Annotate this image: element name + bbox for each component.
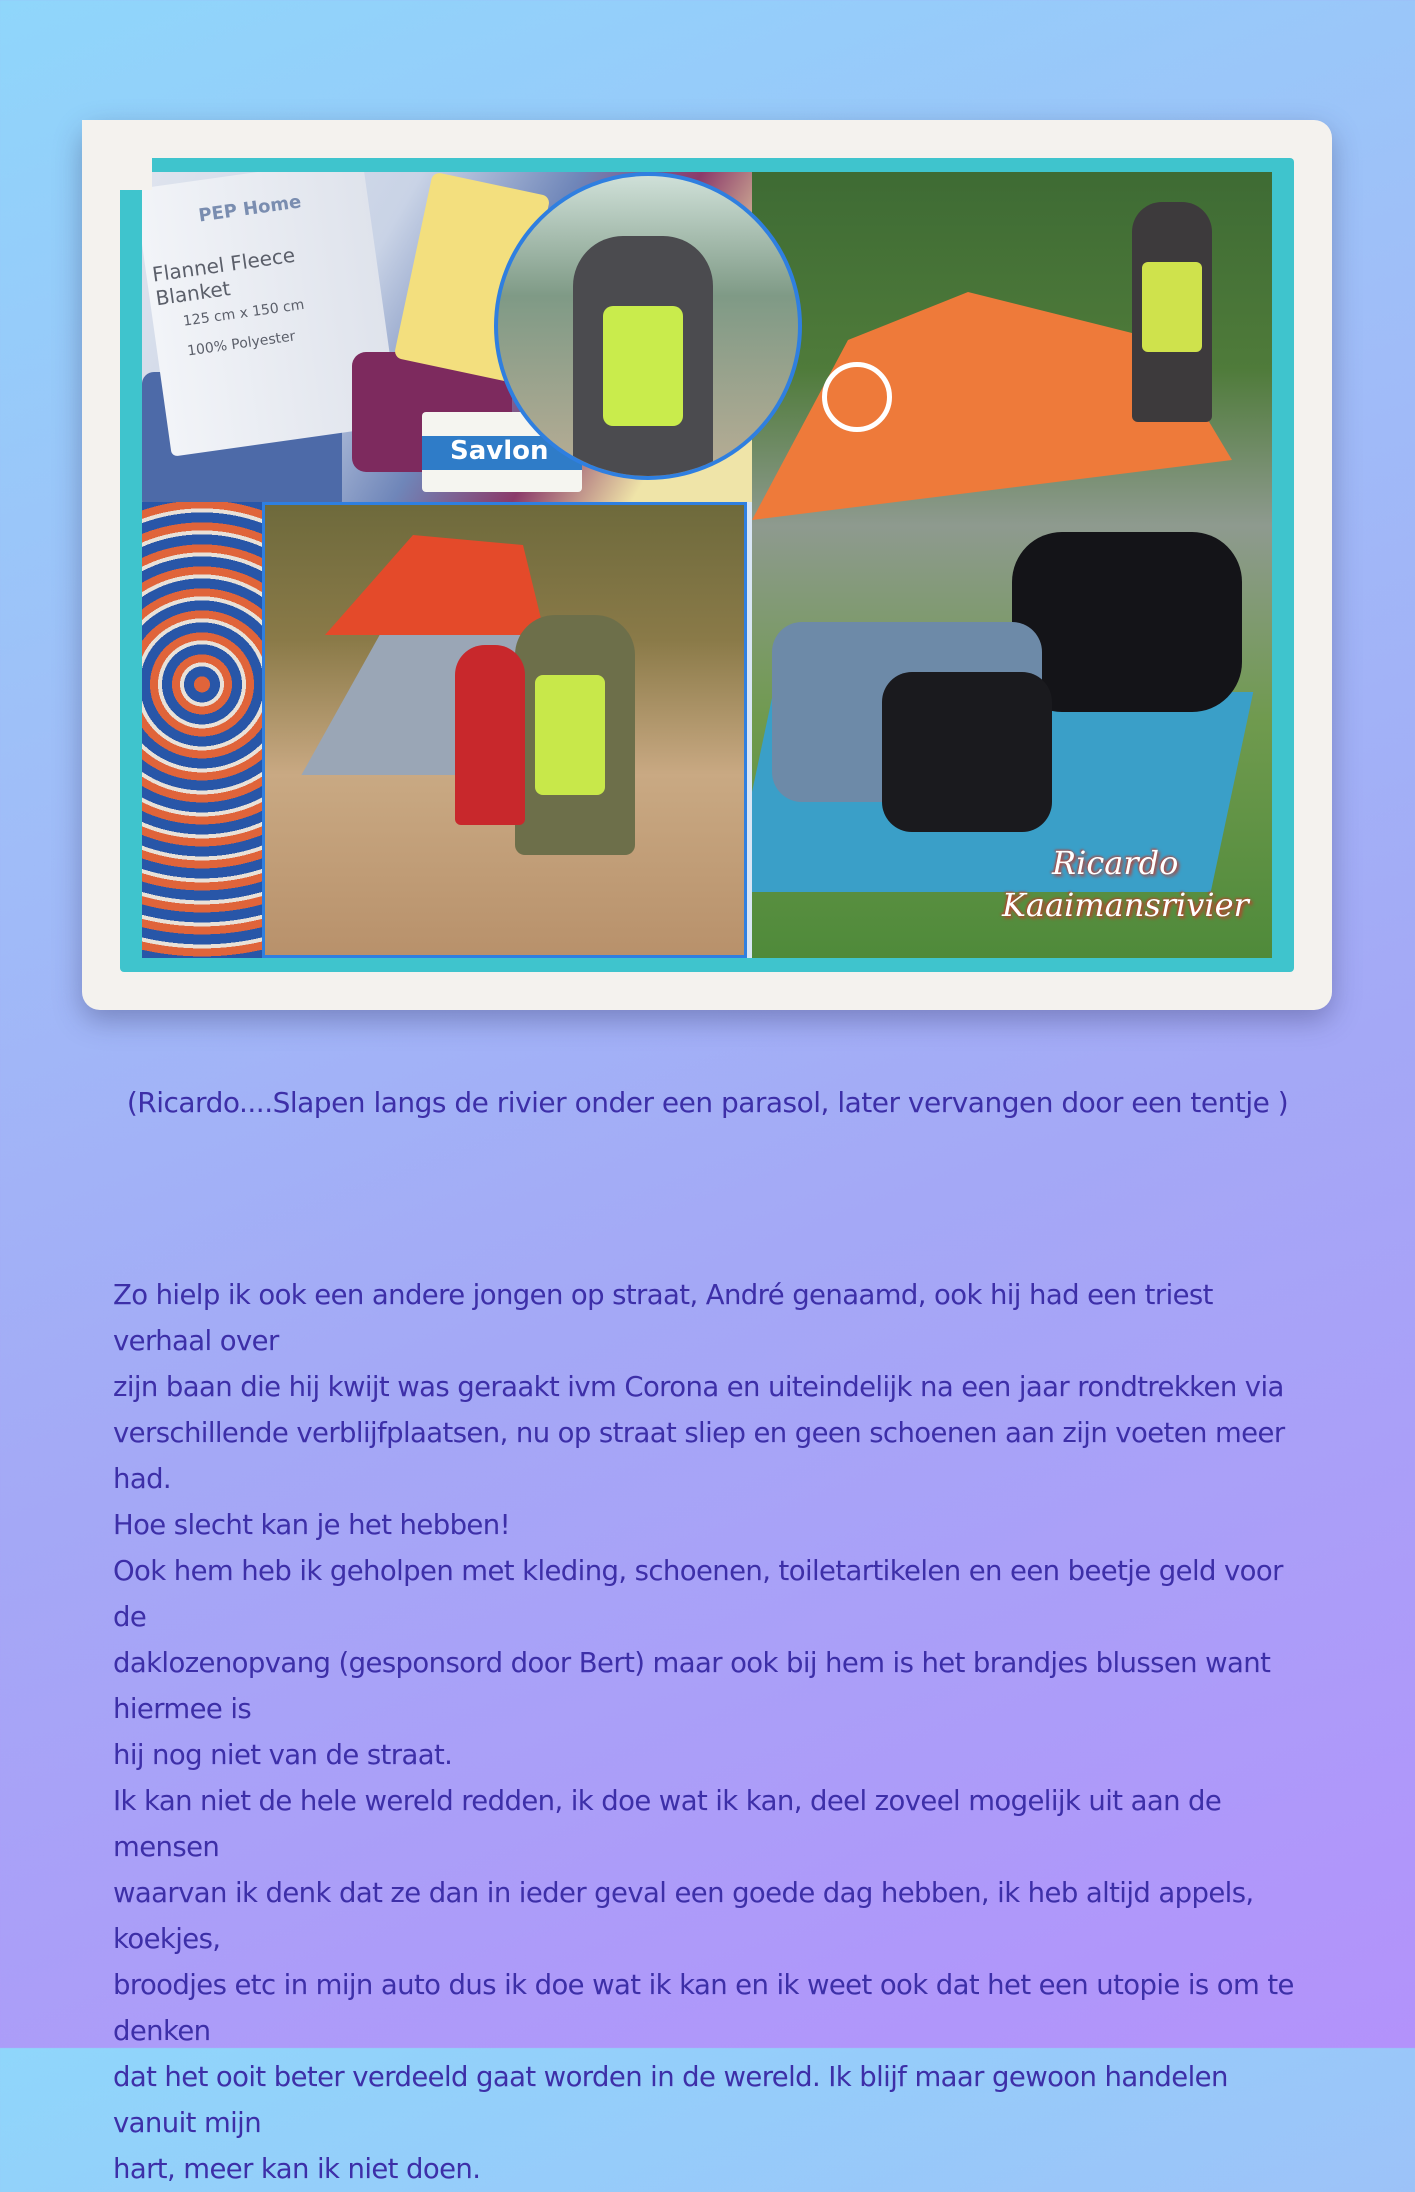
overlay-place: Kaaimansrivier xyxy=(1002,886,1249,924)
body-text xyxy=(113,1272,1313,2192)
blanket-material: 100% Polyester xyxy=(186,328,297,360)
umbrella-photo xyxy=(752,172,1272,958)
child xyxy=(455,645,525,825)
copyright-logo-icon xyxy=(822,362,892,432)
overlay-name: Ricardo xyxy=(1052,844,1179,882)
photo-collage xyxy=(142,172,1272,958)
man-in-vest xyxy=(515,615,635,855)
text-line: hij nog niet van de straat. xyxy=(113,1739,453,1771)
soap-label: Savlon xyxy=(450,436,549,466)
blanket-brand: PEP Home xyxy=(197,191,303,227)
safety-vest xyxy=(1142,262,1202,352)
tent-photo xyxy=(262,502,747,958)
blanket-label: Flannel Fleece Blanket xyxy=(150,242,297,311)
photo-caption: (Ricardo....Slapen langs de rivier onder een parasol, later vervangen door een tentje ) xyxy=(126,1086,1289,1119)
text-line: zijn baan die hij kwijt was geraakt ivm Corona en uiteindelijk na een jaar rondtrekken via xyxy=(113,1371,1284,1403)
text-line: Zo hielp ik ook een andere jongen op straat, André genaamd, ook hij had een triest verhaal over xyxy=(113,1279,1213,1357)
man-with-bag xyxy=(1132,202,1212,422)
text-line: dat het ooit beter verdeeld gaat worden in de wereld. Ik blijf maar gewoon handelen vanuit mijn xyxy=(113,2061,1228,2139)
fabric-photo xyxy=(142,502,262,958)
man-waving xyxy=(573,236,713,476)
text-line: Hoe slecht kan je het hebben! xyxy=(113,1509,510,1541)
text-line: daklozenopvang (gesponsord door Bert) maar ook bij hem is het brandjes blussen want hiermee is xyxy=(113,1647,1271,1725)
text-line: Ik kan niet de hele wereld redden, ik doe wat ik kan, deel zoveel mogelijk uit aan de mensen xyxy=(113,1785,1222,1863)
blanket-size: 125 cm x 150 cm xyxy=(182,296,306,330)
circle-portrait xyxy=(494,172,802,480)
photo-mat xyxy=(120,158,1294,972)
safety-vest xyxy=(535,675,605,795)
text-line: verschillende verblijfplaatsen, nu op straat sliep en geen schoenen aan zijn voeten meer had. xyxy=(113,1417,1285,1495)
backpack xyxy=(882,672,1052,832)
text-line: broodjes etc in mijn auto dus ik doe wat ik kan en ik weet ook dat het een utopie is om te denken xyxy=(113,1969,1294,2047)
safety-vest xyxy=(603,306,683,426)
photo-frame xyxy=(82,120,1332,1010)
text-line: hart, meer kan ik niet doen. xyxy=(113,2153,481,2185)
text-line: waarvan ik denk dat ze dan in ieder geval een goede dag hebben, ik heb altijd appels, koekjes, xyxy=(113,1877,1254,1955)
tent-flysheet xyxy=(325,535,545,635)
text-line: Ook hem heb ik geholpen met kleding, schoenen, toiletartikelen en een beetje geld voor de xyxy=(113,1555,1283,1633)
